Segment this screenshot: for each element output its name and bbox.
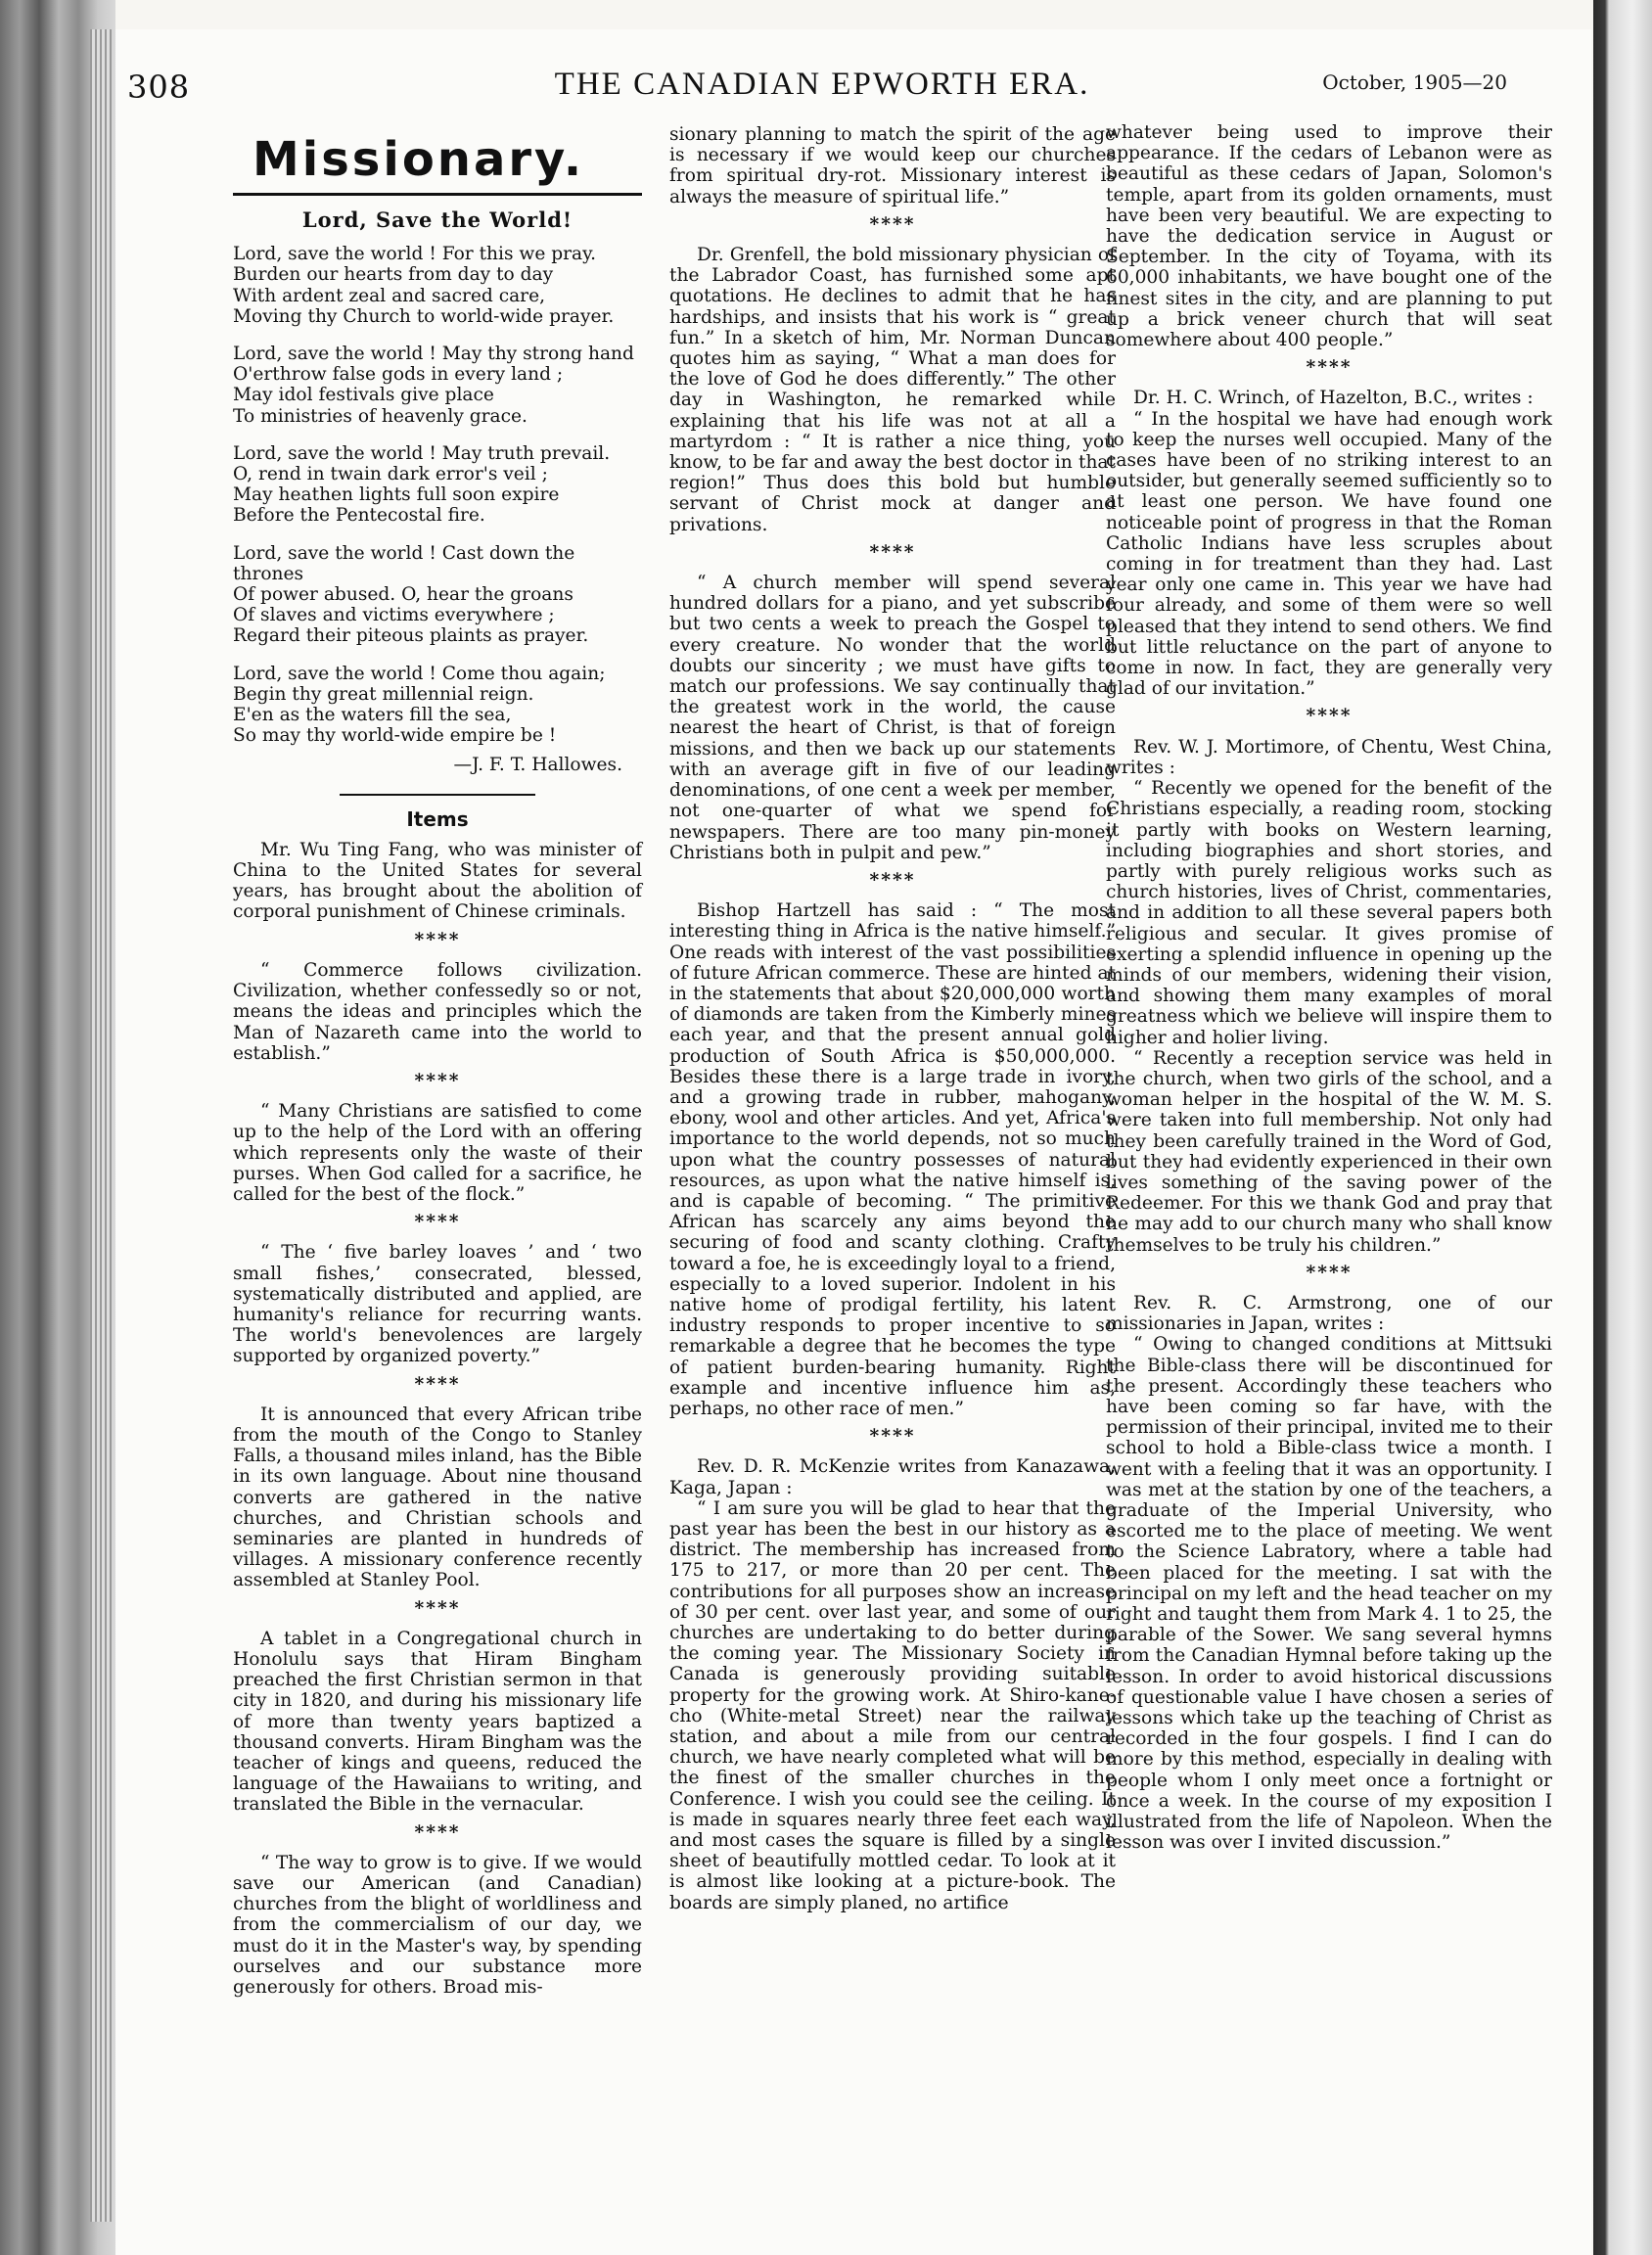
poem-line: E'en as the waters fill the sea, [233, 705, 512, 726]
poem-line: Burden our hearts from day to day [233, 264, 554, 286]
column-1 [233, 122, 642, 1998]
section-separator: **** [869, 213, 916, 235]
article-paragraph: “ In the hospital we have had enough work to keep the nurses well occupied. Many of the cases have been of no striking interest to an outsider, but generally seemed sufficiently so to at least one person. We have found one noticeable point of progress in that the Roman Catholic Indians have less scruples about coming in for treatment than they had. Last year only one came in. This year we have had four already, and some of them were so well pleased that they intend to send others. We find but little reluctance on the part of anyone to come in now. In fact, they are generally very glad of our invitation.” [1106, 408, 1552, 700]
section-separator: **** [414, 1373, 461, 1395]
article-paragraph: “ A church member will spend several hundred dollars for a piano, and yet subscribe but two cents a week to preach the Gospel to every creature. No wonder that the world doubts our sincerity ; we must have gifts to match our professions. We say continually that the greatest work in the world, the cause nearest the heart of Christ, is that of foreign missions, and then we back up our statements with an average gift in five of our leading denominations, of one cent a week per member, not one-quarter of what we spend for newspapers. There are too many pin-money Christians both in pulpit and pew.” [669, 573, 1116, 863]
issue-date: October, 1905—20 [1322, 70, 1507, 94]
section-separator: **** [414, 1212, 461, 1233]
poem-line: Lord, save the world ! For this we pray. [233, 244, 597, 265]
poem-line: May heathen lights full soon expire [233, 484, 560, 506]
poem-line: Regard their piteous plaints as prayer. [233, 625, 589, 647]
items-heading: Items [406, 806, 469, 831]
poem-line: To ministries of heavenly grace. [233, 405, 528, 427]
poem-line: Lord, save the world ! May thy strong hand [233, 344, 634, 365]
article-paragraph: “ Recently we opened for the benefit of the Christians especially, a reading room, stocking it partly with books on Western learning, including biographies and short stories, and partly with purely religious works such as church histories, lives of Christ, commentaries, and in addition to all these several papers both religious and secular. It gives promise of exerting a splendid influence in opening up the minds of our members, widening their vision, and showing them many examples of moral greatness which we believe will inspire them to higher and holier living. [1106, 778, 1552, 1048]
poem-stanza [233, 244, 642, 327]
column-2 [669, 124, 1116, 1913]
section-separator: **** [1306, 357, 1353, 379]
article-paragraph: “ The way to grow is to give. If we would save our American (and Canadian) churches from the blight of worldliness and from the commercialism of our day, we must do it in the Master's way, by spending ourselves and our substance more generously for others. Broad mis- [233, 1852, 642, 1999]
poem-stanza [233, 543, 642, 647]
poem-stanza [233, 443, 642, 527]
section-separator: **** [1306, 706, 1353, 727]
column-3 [1106, 122, 1552, 1853]
article-paragraph: Rev. W. J. Mortimore, of Chentu, West China, writes : [1106, 736, 1552, 778]
article-paragraph: “ I am sure you will be glad to hear that the past year has been the best in our history as a district. The membership has increased from 175 to 217, or more than 20 per cent. The contributions for all purposes show an increase of 30 per cent. over last year, and some of our churches are undertaking to do better during the coming year. The Missionary Society in Canada is generously providing suitable property for the growing work. At Shiro-kane-cho (White-metal Street) near the railway station, and about a mile from our central church, we have nearly completed what will be the finest of the smaller churches in the Conference. I wish you could see the ceiling. It is made in squares nearly three feet each way, and most cases the square is filled by a single sheet of beautifully mottled cedar. To look at it is almost like looking at a picture-book. The boards are simply planed, no artifice [669, 1497, 1116, 1913]
section-separator: **** [1306, 1262, 1353, 1283]
section-separator: **** [414, 1597, 461, 1619]
article-paragraph: Mr. Wu Ting Fang, who was minister of China to the United States for several years, has brought about the abolition of corporal punishment of Chinese criminals. [233, 839, 642, 923]
poem-line: Moving thy Church to world-wide prayer. [233, 305, 615, 327]
section-separator: **** [414, 1070, 461, 1091]
poem-line: Lord, save the world ! Come thou again; [233, 663, 606, 684]
article-paragraph: Bishop Hartzell has said : “ The most interesting thing in Africa is the native himself.” One reads with interest of the vast possibilities of future African commerce. These are hinted at in the statements that about $20,000,000 worth of diamonds are taken from the Kimberly mines each year, and that the present annual gold production of South Africa is $50,000,000. Besides these there is a large trade in ivory, and a growing trade in rubber, mahogany, ebony, wool and other articles. And yet, Africa's importance to the world depends, not so much upon what the country possesses of natural resources, as upon what the native himself is, and is capable of becoming. “ The primitive African has scarcely any aims beyond the securing of food and scanty clothing. Crafty toward a foe, he is exceedingly loyal to a friend, especially to a loved superior. Indolent in his native home of prodigal fertility, his latent industry responds to proper incentive to so remarkable a degree that he becomes the type of patient burden-bearing humanity. Right example and incentive influence him as, perhaps, no other race of men.” [669, 900, 1116, 1419]
section-separator: **** [869, 869, 916, 891]
page-edges [90, 29, 112, 2222]
article-paragraph: “ Commerce follows civilization. Civilization, whether confessedly so or not, means the ideas and principles which the Man of Nazareth came into the world to establish.” [233, 959, 642, 1064]
article-paragraph: “ Recently a reception service was held in the church, when two girls of the school, and a woman helper in the hospital of the W. M. S. were taken into full membership. Not only had they been carefully trained in the Word of God, but they had evidently experienced in their own lives something of the saving power of the Redeemer. For this we thank God and pray that he may add to our church many who shall know themselves to be truly his children.” [1106, 1047, 1552, 1256]
poem-line: O, rend in twain dark error's veil ; [233, 464, 548, 485]
section-separator: **** [869, 1426, 916, 1448]
poem-attribution: —J. F. T. Hallowes. [453, 755, 622, 776]
poem-stanza [233, 344, 642, 427]
poem-line: Lord, save the world ! May truth prevail. [233, 442, 611, 464]
book-binding-right [1593, 0, 1652, 2255]
poem-line: O'erthrow false gods in every land ; [233, 364, 564, 386]
article-paragraph: “ Owing to changed conditions at Mittsuki the Bible-class there will be discontinued for the present. Accordingly these teachers who have been coming so far have, with the permission of their principal, invited me to their school to hold a Bible-class twice a month. I went with a feeling that it was an opportunity. I was met at the station by one of the teachers, a graduate of the Imperial University, who escorted me to the place of meeting. We went to the Science Labratory, where a table had been placed for the meeting. I sat with the principal on my left and the head teacher on my right and taught them from Mark 4. 1 to 25, the parable of the Sower. We sang several hymns from the Canadian Hymnal before taking up the lesson. In order to avoid historical discussions of questionable value I have chosen a series of lessons which take up the teaching of Christ as recorded in the four gospels. I find I can do more by this method, especially in dealing with people whom I only meet once a fortnight or once a week. In the course of my exposition I illustrated from the life of Napoleon. When the lesson was over I invited discussion.” [1106, 1334, 1552, 1854]
article-paragraph: Rev. R. C. Armstrong, one of our missionaries in Japan, writes : [1106, 1292, 1552, 1335]
article-paragraph: sionary planning to match the spirit of the age is necessary if we would keep our churches from spiritual dry-rot. Missionary interest is always the measure of spiritual life.” [669, 124, 1116, 207]
poem-stanza [233, 664, 642, 747]
title-rule [233, 193, 642, 196]
article-paragraph: Dr. H. C. Wrinch, of Hazelton, B.C., writes : [1133, 388, 1534, 409]
section-separator: **** [869, 541, 916, 563]
page-header [127, 61, 1517, 110]
poem-line: Lord, save the world ! Cast down the thrones [233, 542, 575, 584]
poem-line: So may thy world-wide empire be ! [233, 725, 557, 747]
article-paragraph: It is announced that every African tribe from the mouth of the Congo to Stanley Falls, a thousand miles inland, has the Bible in its own language. About nine thousand converts are gathered in the native churches, and Christian schools and seminaries are planted in hundreds of villages. A missionary conference recently assembled at Stanley Pool. [233, 1404, 642, 1591]
article-paragraph: Rev. D. R. McKenzie writes from Kanazawa, Kaga, Japan : [669, 1456, 1116, 1498]
article-paragraph: “ Many Christians are satisfied to come up to the help of the Lord with an offering which represents only the waste of their purses. When God called for a sacrifice, he called for the best of the flock.” [233, 1101, 642, 1205]
page-number: 308 [127, 69, 191, 106]
poem-line: Of slaves and victims everywhere ; [233, 605, 555, 626]
divider-rule [340, 794, 535, 796]
article-paragraph: Dr. Grenfell, the bold missionary physician of the Labrador Coast, has furnished some apt quotations. He declines to admit that he has hardships, and insists that his work is “ great fun.” In a sketch of him, Mr. Norman Duncan quotes him as saying, “ What a man does for the love of God he does differently.” The other day in Washington, he remarked while explaining that his life was not at all a martyrdom : “ It is rather a nice thing, you know, to be far and away the best doctor in that region!” Thus does this bold but humble servant of Christ mock at danger and privations. [669, 245, 1116, 535]
section-separator: **** [414, 1821, 461, 1843]
journal-title: THE CANADIAN EPWORTH ERA. [554, 67, 1090, 102]
article-paragraph: A tablet in a Congregational church in Honolulu says that Hiram Bingham preached the first Christian sermon in that city in 1820, and during his missionary life of more than twenty years baptized a thousand converts. Hiram Bingham was the teacher of kings and queens, reduced the language of the Hawaiians to writing, and translated the Bible in the vernacular. [233, 1628, 642, 1816]
poem-line: Begin thy great millennial reign. [233, 683, 534, 705]
section-separator: **** [414, 929, 461, 950]
article-paragraph: “ The ‘ five barley loaves ’ and ‘ two small fishes,’ consecrated, blessed, systematically distributed and applied, are humanity's reliance for recurring wants. The world's benevolences are largely supported by organized poverty.” [233, 1242, 642, 1367]
poem-line: Of power abused. O, hear the groans [233, 584, 574, 606]
article-paragraph: whatever being used to improve their appearance. If the cedars of Lebanon were as beautiful as these cedars of Japan, Solomon's temple, apart from its golden ornaments, must have been very beautiful. We are expecting to have the dedication service in August or September. In the city of Toyama, with its 60,000 inhabitants, we have bought one of the finest sites in the city, and are planning to put up a brick veneer church that will seat somewhere about 400 people.” [1106, 122, 1552, 351]
poem-line: With ardent zeal and sacred care, [233, 285, 545, 306]
poem-title: Lord, Save the World! [301, 207, 574, 232]
section-title: Missionary. [252, 132, 585, 187]
poem-line: Before the Pentecostal fire. [233, 505, 485, 527]
poem-line: May idol festivals give place [233, 385, 494, 406]
